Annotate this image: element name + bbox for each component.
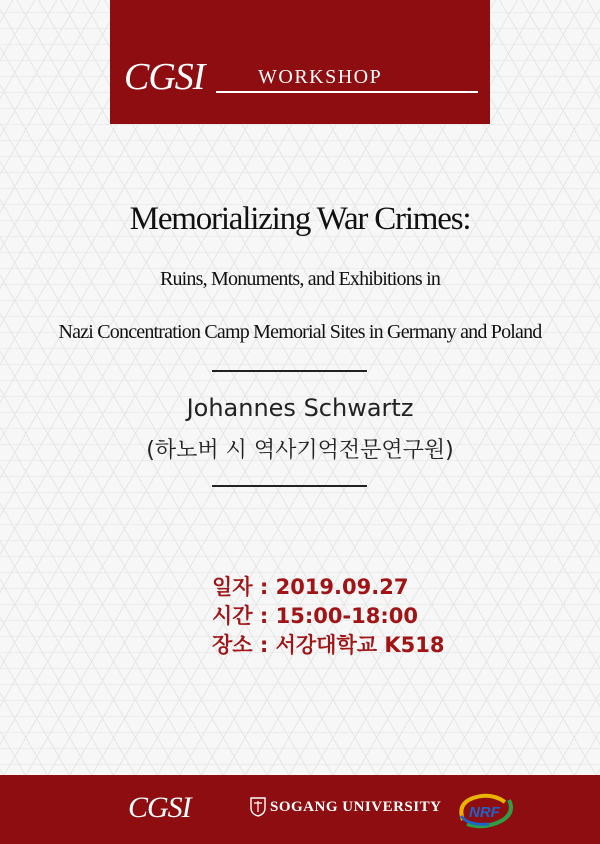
nrf-logo-icon bbox=[455, 790, 519, 830]
event-time: 시간 : 15:00-18:00 bbox=[212, 604, 418, 628]
footer-sogang-logo: SOGANG UNIVERSITY bbox=[270, 799, 442, 815]
header-underline bbox=[216, 91, 478, 93]
divider-bottom bbox=[212, 485, 367, 487]
event-subtitle-line1: Ruins, Monuments, and Exhibitions in bbox=[159, 268, 441, 290]
event-place: 장소 : 서강대학교 K518 bbox=[212, 633, 445, 657]
event-title: Memorializing War Crimes: bbox=[129, 201, 471, 237]
workshop-label: WORKSHOP bbox=[258, 66, 383, 88]
cgsi-logo: CGSI bbox=[124, 56, 205, 98]
speaker-affiliation: (하노버 시 역사기억전문연구원) bbox=[146, 438, 454, 463]
footer-cgsi-logo: CGSI bbox=[128, 791, 191, 824]
event-date: 일자 : 2019.09.27 bbox=[212, 575, 409, 599]
header-banner bbox=[110, 0, 490, 124]
footer-banner bbox=[0, 775, 600, 844]
sogang-emblem-icon bbox=[250, 797, 266, 817]
speaker-name: Johannes Schwartz bbox=[186, 394, 414, 422]
event-details bbox=[212, 573, 444, 660]
event-subtitle-line2: Nazi Concentration Camp Memorial Sites in Germany and Poland bbox=[58, 321, 542, 343]
nrf-text: NRF bbox=[469, 804, 500, 821]
divider-top bbox=[212, 370, 367, 372]
